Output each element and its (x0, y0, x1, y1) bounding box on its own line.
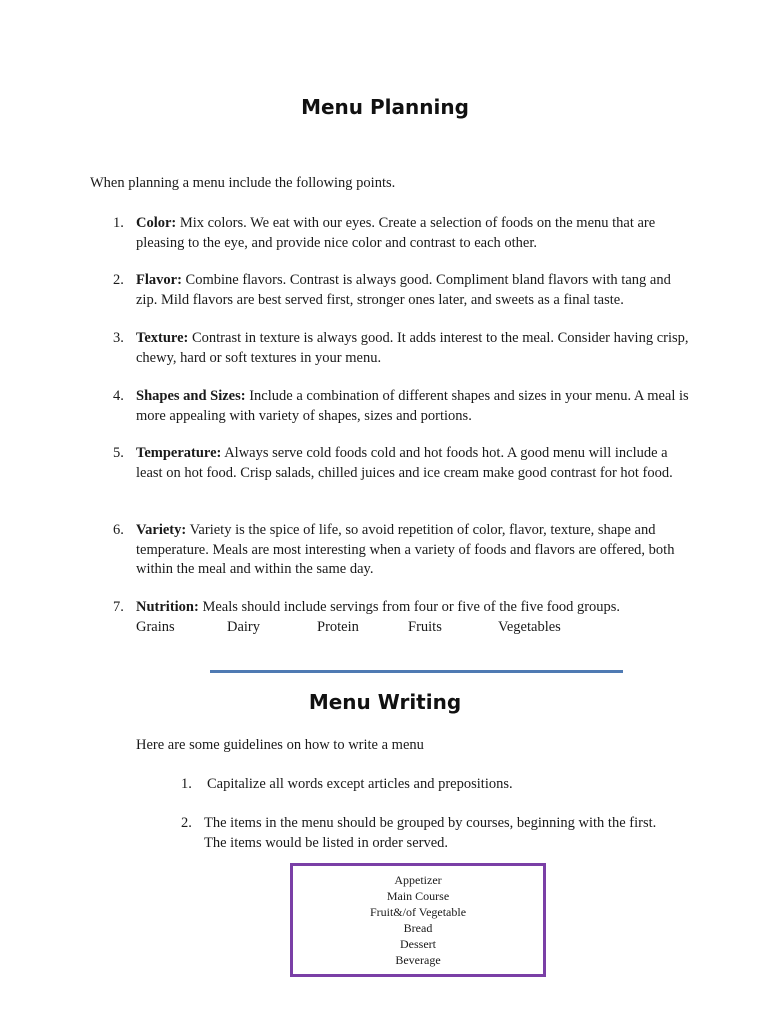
menu-writing-heading: Menu Writing (308, 690, 462, 714)
guideline-text: Capitalize all words except articles and prepositions. (207, 776, 513, 792)
course-item: Dessert (400, 937, 436, 951)
guideline-item (181, 814, 681, 853)
point-item (113, 521, 693, 580)
point-item (113, 214, 693, 253)
intro-text: When planning a menu include the following points. (90, 175, 396, 191)
point-item (113, 271, 693, 310)
point-item (113, 329, 693, 368)
point-text: Mix colors. We eat with our eyes. Create a selection of foods on the menu that are pleasing to the eye, and provide nice color and contrast to each other. (136, 215, 656, 251)
point-number: 4. (113, 388, 124, 404)
point-item (113, 598, 693, 618)
food-group: Fruits (408, 619, 442, 635)
food-group: Protein (317, 619, 359, 635)
guideline-number: 1. (181, 776, 192, 792)
section-divider (210, 670, 623, 673)
point-item (113, 444, 693, 483)
guidelines-intro: Here are some guidelines on how to write a menu (136, 737, 424, 753)
food-group: Vegetables (498, 619, 561, 635)
point-label: Texture: (136, 330, 189, 346)
guideline-item (181, 775, 681, 795)
food-group: Grains (136, 619, 175, 635)
point-label: Color: (136, 215, 177, 231)
point-text: Meals should include servings from four or five of the five food groups. (198, 599, 621, 615)
point-text: Contrast in texture is always good. It adds interest to the meal. Consider having crisp, chewy, hard or soft textures in your menu. (136, 330, 689, 366)
course-item: Main Course (386, 889, 450, 903)
point-number: 1. (113, 215, 124, 231)
point-text: Variety is the spice of life, so avoid repetition of color, flavor, texture, shape and temperature. Meals are most interesting when a variety of foods and flavors are offered, both within the meal and within the same day. (136, 522, 675, 577)
guideline-number: 2. (181, 815, 192, 831)
point-item (113, 387, 693, 426)
point-label: Flavor: (136, 272, 182, 288)
menu-planning-heading: Menu Planning (301, 95, 469, 119)
point-label: Nutrition: (136, 599, 199, 615)
course-item: Appetizer (394, 873, 442, 887)
course-item: Fruit&/of Vegetable (369, 905, 467, 919)
course-item: Bread (403, 921, 433, 935)
point-text: Combine flavors. Contrast is always good. Compliment bland flavors with tang and zip. Mild flavors are best served first, stronger ones later, and sweets as a final taste. (136, 272, 671, 308)
point-text: Always serve cold foods cold and hot foods hot. A good menu will include a least on hot food. Crisp salads, chilled juices and ice cream make good contrast for hot food. (136, 445, 673, 481)
point-text: Include a combination of different shapes and sizes in your menu. A meal is more appealing with variety of shapes, sizes and portions. (136, 388, 689, 424)
point-label: Shapes and Sizes: (136, 388, 246, 404)
point-number: 6. (113, 522, 124, 538)
food-group: Dairy (227, 619, 261, 635)
point-number: 7. (113, 599, 124, 615)
guideline-text: The items in the menu should be grouped by courses, beginning with the first. The items would be listed in order served. (204, 815, 657, 851)
point-number: 2. (113, 272, 124, 288)
course-item: Beverage (395, 953, 441, 967)
point-number: 5. (113, 445, 124, 461)
point-number: 3. (113, 330, 124, 346)
point-label: Variety: (136, 522, 187, 538)
point-label: Temperature: (136, 445, 222, 461)
course-order-box (290, 863, 546, 977)
